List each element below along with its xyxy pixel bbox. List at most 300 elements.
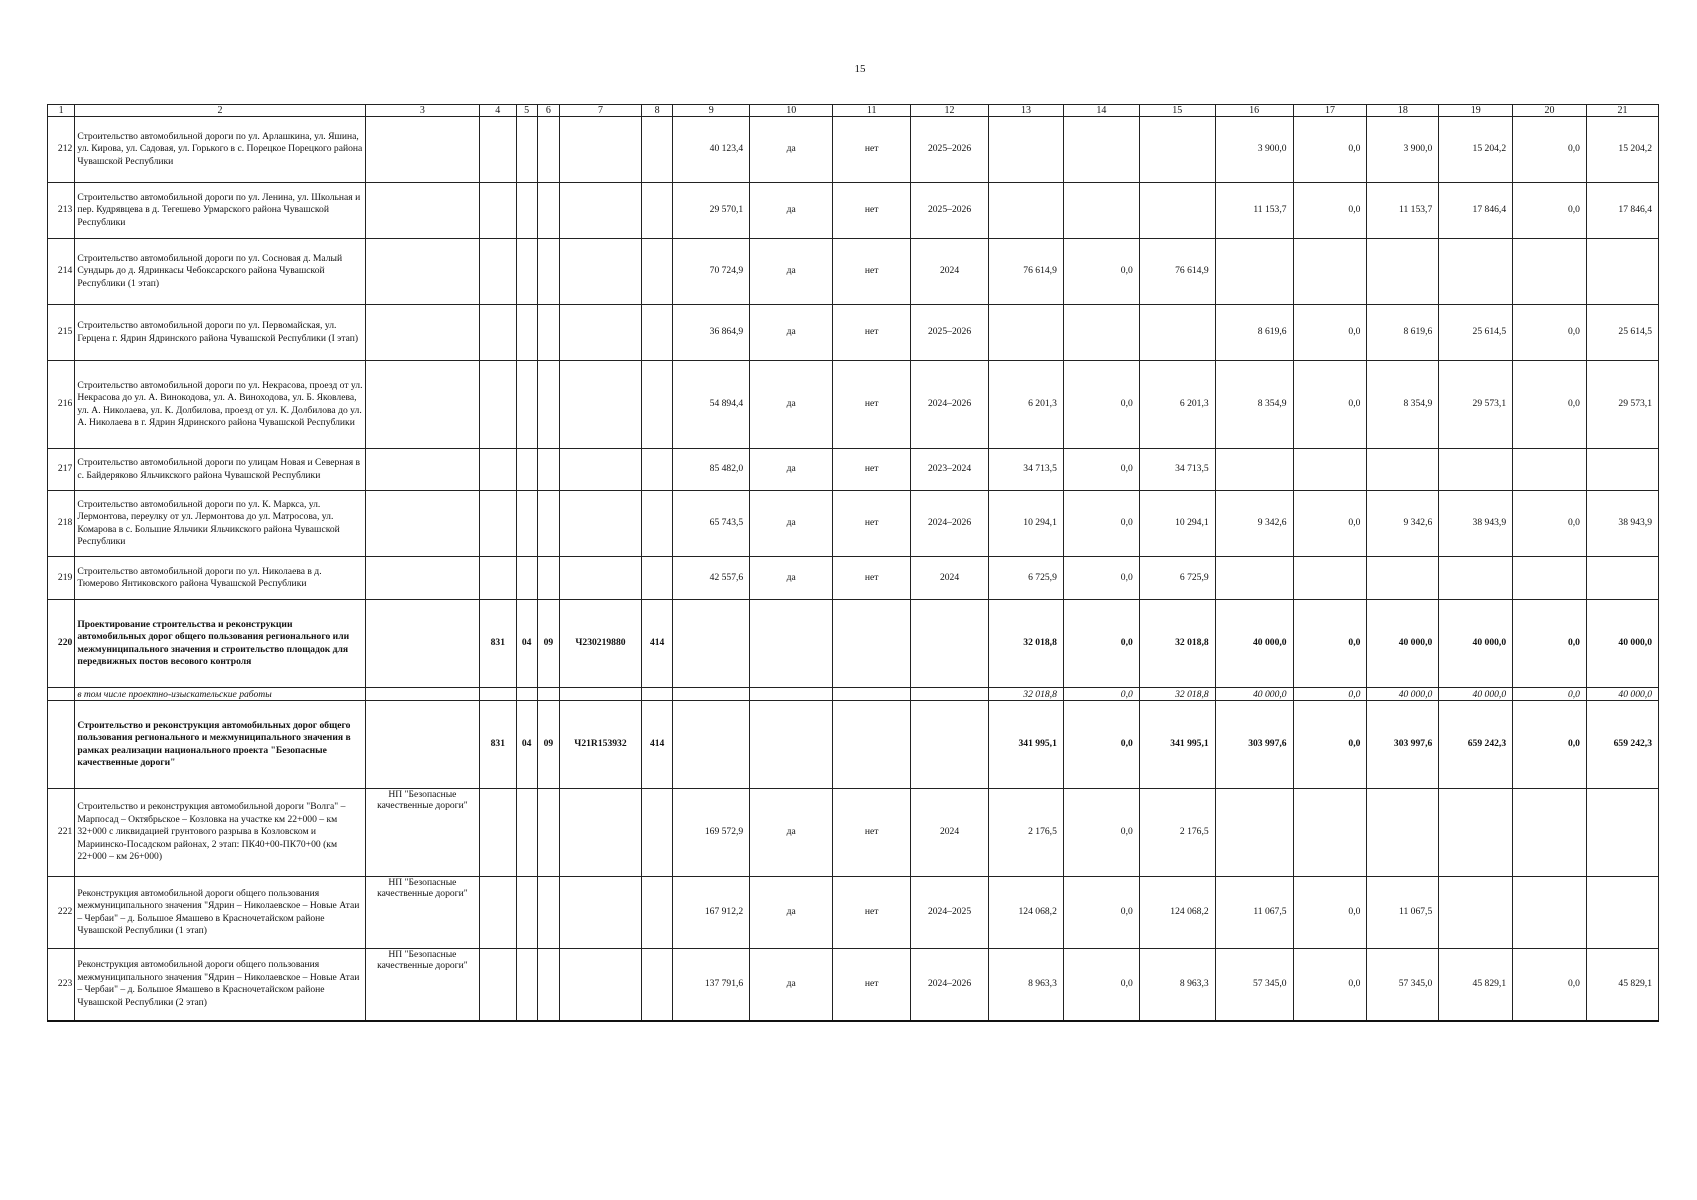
table-cell: 32 018,8 — [1139, 688, 1215, 701]
table-cell: нет — [833, 789, 911, 877]
table-cell — [516, 688, 537, 701]
table-cell: да — [750, 949, 833, 1021]
table-cell: да — [750, 877, 833, 949]
row-number: 214 — [48, 239, 75, 305]
table-row — [48, 877, 1659, 949]
table-cell — [560, 361, 642, 449]
table-cell — [537, 305, 559, 361]
table-cell: 9 342,6 — [1215, 491, 1293, 557]
table-cell — [911, 701, 989, 789]
table-cell: 10 294,1 — [1139, 491, 1215, 557]
table-cell — [673, 688, 750, 701]
table-cell — [1367, 789, 1439, 877]
table-cell — [1063, 183, 1139, 239]
table-cell — [480, 557, 516, 600]
column-number: 19 — [1439, 105, 1513, 117]
column-number: 7 — [560, 105, 642, 117]
table-cell — [641, 491, 672, 557]
table-cell: 45 829,1 — [1439, 949, 1513, 1021]
table-cell — [537, 491, 559, 557]
row-number: 215 — [48, 305, 75, 361]
table-cell: 659 242,3 — [1439, 701, 1513, 789]
table-cell — [365, 239, 479, 305]
table-cell: 3 900,0 — [1367, 117, 1439, 183]
row-number: 216 — [48, 361, 75, 449]
table-cell — [1513, 789, 1587, 877]
table-cell — [480, 183, 516, 239]
table-cell — [365, 305, 479, 361]
table-cell: 414 — [641, 600, 672, 688]
table-cell: нет — [833, 183, 911, 239]
table-cell: 6 725,9 — [1139, 557, 1215, 600]
column-number: 9 — [673, 105, 750, 117]
table-cell — [641, 239, 672, 305]
table-cell: НП "Безопасные качественные дороги" — [365, 949, 479, 1021]
table-cell: 303 997,6 — [1215, 701, 1293, 789]
table-cell — [1367, 239, 1439, 305]
table-cell: 42 557,6 — [673, 557, 750, 600]
table-cell — [480, 449, 516, 491]
table-cell — [516, 449, 537, 491]
table-cell: 8 963,3 — [989, 949, 1064, 1021]
table-cell — [1139, 305, 1215, 361]
table-cell: 0,0 — [1513, 117, 1587, 183]
table-cell: 32 018,8 — [1139, 600, 1215, 688]
table-cell: 10 294,1 — [989, 491, 1064, 557]
table-cell: 2024–2026 — [911, 361, 989, 449]
table-cell — [673, 600, 750, 688]
table-cell — [516, 557, 537, 600]
table-cell: нет — [833, 877, 911, 949]
table-cell — [641, 949, 672, 1021]
table-cell — [365, 117, 479, 183]
table-cell: 0,0 — [1293, 949, 1367, 1021]
item-name: Строительство автомобильной дороги по ул. Сосновая д. Малый Сундырь до д. Ядринкасы Чебоксарского района Чувашской Республики (1 этап) — [75, 239, 365, 305]
table-cell — [1293, 557, 1367, 600]
item-name: Строительство автомобильной дороги по ул. Николаева в д. Тюмерово Янтиковского района Чувашской Республики — [75, 557, 365, 600]
table-cell — [516, 877, 537, 949]
table-row — [48, 688, 1659, 701]
table-cell — [641, 183, 672, 239]
table-cell — [911, 688, 989, 701]
column-number: 10 — [750, 105, 833, 117]
budget-table — [47, 104, 1659, 1022]
table-cell: 0,0 — [1063, 701, 1139, 789]
table-cell: 0,0 — [1063, 789, 1139, 877]
table-cell: 15 204,2 — [1586, 117, 1658, 183]
table-cell: Ч230219880 — [560, 600, 642, 688]
table-cell: 2024–2026 — [911, 949, 989, 1021]
table-cell — [641, 449, 672, 491]
table-cell: 2 176,5 — [989, 789, 1064, 877]
table-cell — [537, 183, 559, 239]
table-row — [48, 491, 1659, 557]
table-cell: 659 242,3 — [1586, 701, 1658, 789]
table-cell — [365, 449, 479, 491]
table-cell: 38 943,9 — [1586, 491, 1658, 557]
table-cell — [641, 789, 672, 877]
column-number: 13 — [989, 105, 1064, 117]
table-cell — [365, 688, 479, 701]
table-cell: 25 614,5 — [1439, 305, 1513, 361]
table-cell — [480, 789, 516, 877]
column-number: 18 — [1367, 105, 1439, 117]
table-cell: 8 963,3 — [1139, 949, 1215, 1021]
column-number: 20 — [1513, 105, 1587, 117]
table-cell: 11 153,7 — [1367, 183, 1439, 239]
table-cell: 2025–2026 — [911, 117, 989, 183]
table-cell — [516, 789, 537, 877]
table-cell: нет — [833, 449, 911, 491]
table-cell: 8 619,6 — [1367, 305, 1439, 361]
table-cell: НП "Безопасные качественные дороги" — [365, 877, 479, 949]
row-number: 222 — [48, 877, 75, 949]
item-name: Реконструкция автомобильной дороги общего пользования межмуниципального значения "Ядрин – Николаевское – Новые Атаи – Чербаи" – д. Большое Ямашево в Красночетайском районе Чувашской Республики (1 этап) — [75, 877, 365, 949]
table-cell: 76 614,9 — [1139, 239, 1215, 305]
table-cell: 341 995,1 — [989, 701, 1064, 789]
table-cell: 2023–2024 — [911, 449, 989, 491]
table-cell — [480, 117, 516, 183]
table-cell: 57 345,0 — [1215, 949, 1293, 1021]
table-cell: 32 018,8 — [989, 600, 1064, 688]
column-number: 17 — [1293, 105, 1367, 117]
table-cell — [560, 491, 642, 557]
table-cell — [989, 305, 1064, 361]
table-cell: да — [750, 449, 833, 491]
table-cell — [1367, 449, 1439, 491]
column-number: 8 — [641, 105, 672, 117]
table-cell — [1215, 789, 1293, 877]
table-cell: 36 864,9 — [673, 305, 750, 361]
table-cell: 76 614,9 — [989, 239, 1064, 305]
item-name: Строительство автомобильной дороги по ул. Первомайская, ул. Герцена г. Ядрин Ядринского района Чувашской Республики (I этап) — [75, 305, 365, 361]
table-cell: 65 743,5 — [673, 491, 750, 557]
table-cell: НП "Безопасные качественные дороги" — [365, 789, 479, 877]
table-cell: 29 573,1 — [1439, 361, 1513, 449]
table-cell: 0,0 — [1293, 877, 1367, 949]
table-row — [48, 949, 1659, 1021]
table-cell — [480, 305, 516, 361]
table-cell: 124 068,2 — [1139, 877, 1215, 949]
table-cell: 303 997,6 — [1367, 701, 1439, 789]
table-cell: 0,0 — [1513, 183, 1587, 239]
table-cell: 0,0 — [1513, 688, 1587, 701]
table-cell — [516, 949, 537, 1021]
table-cell: 45 829,1 — [1586, 949, 1658, 1021]
table-cell: 09 — [537, 701, 559, 789]
table-cell: да — [750, 361, 833, 449]
table-cell: 40 000,0 — [1215, 600, 1293, 688]
table-cell: 2025–2026 — [911, 305, 989, 361]
table-cell: 0,0 — [1513, 949, 1587, 1021]
table-cell — [560, 789, 642, 877]
row-number: 220 — [48, 600, 75, 688]
table-cell: 40 000,0 — [1367, 600, 1439, 688]
table-cell: да — [750, 239, 833, 305]
column-number-row — [48, 105, 1659, 117]
table-row — [48, 305, 1659, 361]
item-name: Проектирование строительства и реконструкции автомобильных дорог общего пользования регионального или межмуниципального значения и строительство площадок для передвижных постов весового контроля — [75, 600, 365, 688]
table-cell: 17 846,4 — [1439, 183, 1513, 239]
column-number: 5 — [516, 105, 537, 117]
table-cell — [989, 183, 1064, 239]
table-cell: 0,0 — [1063, 600, 1139, 688]
table-cell: да — [750, 557, 833, 600]
table-cell — [365, 557, 479, 600]
table-cell — [750, 688, 833, 701]
table-cell — [641, 361, 672, 449]
table-cell — [1513, 877, 1587, 949]
table-cell: 831 — [480, 600, 516, 688]
table-cell: 2024 — [911, 557, 989, 600]
table-cell: 0,0 — [1513, 491, 1587, 557]
table-cell — [480, 877, 516, 949]
table-cell: 57 345,0 — [1367, 949, 1439, 1021]
item-name: Строительство автомобильной дороги по ул. Арлашкина, ул. Яшина, ул. Кирова, ул. Садовая, ул. Горького в с. Порецкое Порецкого района Чувашской Республики — [75, 117, 365, 183]
table-cell: да — [750, 183, 833, 239]
table-cell: 6 725,9 — [989, 557, 1064, 600]
table-cell — [641, 688, 672, 701]
table-cell: 09 — [537, 600, 559, 688]
table-cell — [365, 600, 479, 688]
row-number: 219 — [48, 557, 75, 600]
row-number — [48, 701, 75, 789]
item-name: Реконструкция автомобильной дороги общего пользования межмуниципального значения "Ядрин – Николаевское – Новые Атаи – Чербаи" – д. Большое Ямашево в Красночетайском районе Чувашской Республики (2 этап) — [75, 949, 365, 1021]
row-number: 223 — [48, 949, 75, 1021]
table-cell — [833, 600, 911, 688]
table-cell: 341 995,1 — [1139, 701, 1215, 789]
table-cell: 34 713,5 — [989, 449, 1064, 491]
table-cell — [537, 239, 559, 305]
table-row — [48, 600, 1659, 688]
table-cell — [537, 557, 559, 600]
table-cell — [641, 557, 672, 600]
row-number: 212 — [48, 117, 75, 183]
table-cell: 40 000,0 — [1586, 600, 1658, 688]
table-cell: 6 201,3 — [1139, 361, 1215, 449]
table-cell: 8 354,9 — [1215, 361, 1293, 449]
table-cell: 0,0 — [1513, 701, 1587, 789]
table-cell — [516, 183, 537, 239]
table-cell: 9 342,6 — [1367, 491, 1439, 557]
table-cell: 40 000,0 — [1439, 688, 1513, 701]
item-name: Строительство и реконструкция автомобильной дороги "Волга" – Марпосад – Октябрьское – Козловка на участке км 22+000 – км 32+000 с ликвидацией грунтового разрыва в Козловском и Мариинско-Посадском районах, 2 этап: ПК40+00-ПК70+00 (км 22+000 – км 26+000) — [75, 789, 365, 877]
column-number: 6 — [537, 105, 559, 117]
row-number: 221 — [48, 789, 75, 877]
table-cell — [537, 877, 559, 949]
table-cell — [1293, 449, 1367, 491]
table-cell: 11 067,5 — [1367, 877, 1439, 949]
table-cell — [516, 117, 537, 183]
table-cell — [516, 491, 537, 557]
table-cell — [537, 789, 559, 877]
table-cell: да — [750, 491, 833, 557]
table-cell: 0,0 — [1063, 557, 1139, 600]
table-cell: 0,0 — [1063, 361, 1139, 449]
table-cell — [560, 117, 642, 183]
table-cell: 831 — [480, 701, 516, 789]
item-name: Строительство автомобильной дороги по ул. К. Маркса, ул. Лермонтова, переулку от ул. Лермонтова до ул. Матросова, ул. Комарова в с. Большие Яльчики Яльчикского района Чувашской Республики — [75, 491, 365, 557]
table-row — [48, 183, 1659, 239]
table-cell: 40 123,4 — [673, 117, 750, 183]
table-cell: 29 570,1 — [673, 183, 750, 239]
table-cell — [1586, 557, 1658, 600]
table-cell — [480, 239, 516, 305]
table-cell: 6 201,3 — [989, 361, 1064, 449]
table-cell: 0,0 — [1293, 701, 1367, 789]
table-cell — [1513, 449, 1587, 491]
table-cell: 40 000,0 — [1367, 688, 1439, 701]
table-row — [48, 449, 1659, 491]
column-number: 15 — [1139, 105, 1215, 117]
column-number: 1 — [48, 105, 75, 117]
table-cell — [560, 557, 642, 600]
table-cell — [537, 117, 559, 183]
table-cell: 0,0 — [1293, 361, 1367, 449]
table-cell — [1139, 117, 1215, 183]
table-cell: нет — [833, 361, 911, 449]
table-cell: 32 018,8 — [989, 688, 1064, 701]
table-cell — [641, 877, 672, 949]
column-number: 4 — [480, 105, 516, 117]
table-cell: 0,0 — [1513, 600, 1587, 688]
table-cell: 0,0 — [1063, 877, 1139, 949]
table-cell: 2024–2025 — [911, 877, 989, 949]
table-cell: 2024 — [911, 789, 989, 877]
table-cell — [365, 361, 479, 449]
table-row — [48, 361, 1659, 449]
table-cell: 2 176,5 — [1139, 789, 1215, 877]
table-cell: нет — [833, 557, 911, 600]
table-cell — [560, 688, 642, 701]
table-cell: 54 894,4 — [673, 361, 750, 449]
table-cell: нет — [833, 491, 911, 557]
table-cell: 3 900,0 — [1215, 117, 1293, 183]
table-cell — [750, 701, 833, 789]
table-cell: 0,0 — [1293, 183, 1367, 239]
table-cell: 0,0 — [1063, 949, 1139, 1021]
table-row — [48, 117, 1659, 183]
table-cell — [560, 305, 642, 361]
table-cell: да — [750, 117, 833, 183]
table-cell — [1439, 877, 1513, 949]
table-cell — [560, 239, 642, 305]
row-number: 213 — [48, 183, 75, 239]
table-cell: 04 — [516, 600, 537, 688]
table-cell — [480, 491, 516, 557]
table-cell — [641, 305, 672, 361]
column-number: 3 — [365, 105, 479, 117]
table-cell: 0,0 — [1063, 239, 1139, 305]
table-cell: 124 068,2 — [989, 877, 1064, 949]
table-cell: нет — [833, 305, 911, 361]
table-cell: 0,0 — [1293, 600, 1367, 688]
table-cell — [537, 449, 559, 491]
table-cell: 17 846,4 — [1586, 183, 1658, 239]
table-cell: 137 791,6 — [673, 949, 750, 1021]
table-cell: 8 619,6 — [1215, 305, 1293, 361]
item-name: Строительство автомобильной дороги по ул. Ленина, ул. Школьная и пер. Кудрявцева в д. Тегешево Урмарского района Чувашской Республики — [75, 183, 365, 239]
table-cell — [833, 701, 911, 789]
table-cell: 167 912,2 — [673, 877, 750, 949]
table-cell — [1215, 557, 1293, 600]
table-cell: 2024 — [911, 239, 989, 305]
table-cell — [1063, 305, 1139, 361]
table-cell — [1293, 239, 1367, 305]
table-cell — [537, 361, 559, 449]
table-cell: 11 067,5 — [1215, 877, 1293, 949]
table-cell — [480, 688, 516, 701]
table-cell — [480, 361, 516, 449]
table-row — [48, 557, 1659, 600]
item-name: Строительство автомобильной дороги по улицам Новая и Северная в с. Байдеряково Яльчикского района Чувашской Республики — [75, 449, 365, 491]
table-cell: 0,0 — [1063, 688, 1139, 701]
table-cell: Ч21R153932 — [560, 701, 642, 789]
table-cell: 0,0 — [1293, 491, 1367, 557]
table-cell: 34 713,5 — [1139, 449, 1215, 491]
table-cell: 169 572,9 — [673, 789, 750, 877]
table-cell — [1586, 239, 1658, 305]
table-cell: 04 — [516, 701, 537, 789]
table-cell: 40 000,0 — [1215, 688, 1293, 701]
table-cell: 38 943,9 — [1439, 491, 1513, 557]
table-cell: 25 614,5 — [1586, 305, 1658, 361]
table-cell: 0,0 — [1293, 688, 1367, 701]
table-cell: 0,0 — [1293, 305, 1367, 361]
table-cell — [365, 183, 479, 239]
table-cell — [1513, 557, 1587, 600]
table-cell — [516, 305, 537, 361]
table-cell — [911, 600, 989, 688]
table-cell — [365, 491, 479, 557]
column-number: 2 — [75, 105, 365, 117]
page-number: 15 — [854, 63, 866, 75]
table-cell — [673, 701, 750, 789]
table-cell: 8 354,9 — [1367, 361, 1439, 449]
table-cell — [516, 361, 537, 449]
table-cell: 0,0 — [1063, 491, 1139, 557]
table-cell — [480, 949, 516, 1021]
column-number: 16 — [1215, 105, 1293, 117]
table-cell: 2025–2026 — [911, 183, 989, 239]
column-number: 11 — [833, 105, 911, 117]
item-name: Строительство и реконструкция автомобильных дорог общего пользования регионального и межмуниципального значения в рамках реализации национального проекта "Безопасные качественные дороги" — [75, 701, 365, 789]
table-cell — [750, 600, 833, 688]
table-row — [48, 789, 1659, 877]
table-cell — [1439, 449, 1513, 491]
column-number: 14 — [1063, 105, 1139, 117]
table-cell: 11 153,7 — [1215, 183, 1293, 239]
table-cell — [537, 688, 559, 701]
table-cell — [989, 117, 1064, 183]
table-cell: 85 482,0 — [673, 449, 750, 491]
table-cell — [641, 117, 672, 183]
item-name: в том числе проектно-изыскательские работы — [75, 688, 365, 701]
table-cell — [1439, 789, 1513, 877]
table-cell — [560, 877, 642, 949]
table-cell: 0,0 — [1513, 305, 1587, 361]
table-cell: 0,0 — [1293, 117, 1367, 183]
table-cell — [1586, 449, 1658, 491]
row-number — [48, 688, 75, 701]
column-number: 12 — [911, 105, 989, 117]
table-cell — [1513, 239, 1587, 305]
table-cell — [560, 949, 642, 1021]
table-row — [48, 701, 1659, 789]
item-name: Строительство автомобильной дороги по ул. Некрасова, проезд от ул. Некрасова до ул. А. Винокодова, ул. А. Виноходова, ул. Б. Яковлева, ул. А. Николаева, ул. К. Долбилова, проезд от ул. К. Долбилова до ул. А. Николаева в г. Ядрин Ядринского района Чувашской Республики — [75, 361, 365, 449]
row-number: 217 — [48, 449, 75, 491]
table-cell: 40 000,0 — [1586, 688, 1658, 701]
